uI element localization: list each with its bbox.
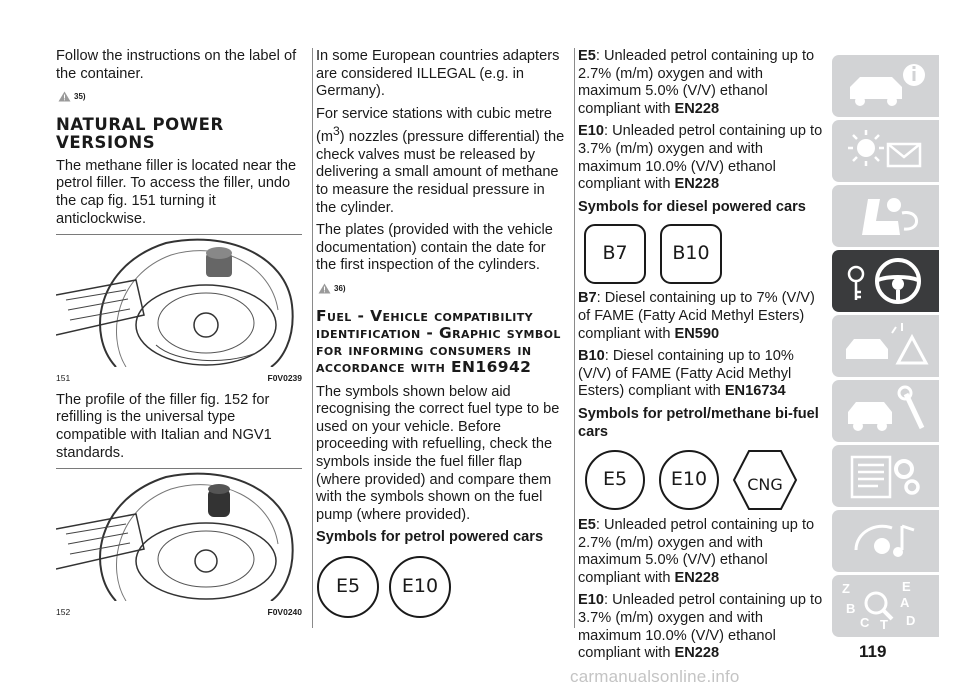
figure-caption: 151 F0V0239 [56, 373, 302, 384]
intro-text: Follow the instructions on the label of the container. [56, 48, 297, 82]
warning-triangle-icon [58, 91, 71, 102]
paragraph: The symbols shown below aid recognising the correct fuel type to be used on your vehicle. Before proceeding with refuelling, check the symbols inside the fuel filler flap (where provided) and compare them with the symbols shown on the fuel pump (where provided). [316, 383, 560, 523]
warning-reference: 35) [58, 88, 302, 106]
sidebar-item-emergency[interactable] [832, 315, 939, 377]
page-number: 119 [859, 642, 887, 661]
subheading-diesel: Symbols for diesel powered cars [578, 198, 806, 215]
sidebar-item-maintenance[interactable] [832, 380, 939, 442]
sidebar-item-safety[interactable] [832, 185, 939, 247]
warning-triangle-icon [318, 283, 331, 294]
airbag-seat-icon [832, 185, 939, 247]
methane-filler-illustration [56, 235, 302, 367]
section-heading: Fuel - Vehicle compatibility identification - Graphic symbol for informing consumers in accordance with EN16942 [316, 306, 561, 376]
car-warning-triangle-icon [832, 315, 939, 377]
sidebar-item-index[interactable]: Z E A B C T D [832, 575, 939, 637]
warning-reference: 36) [318, 280, 566, 298]
car-service-wrench-icon [832, 380, 939, 442]
car-info-icon [832, 55, 939, 117]
multimedia-music-icon [832, 510, 939, 572]
paragraph: The methane filler is located near the petrol filler. To access the filler, undo the cap fig. 151 turning it anticlockwise. [56, 157, 297, 227]
definition-b10: B10: Diesel containing up to 10% (V/V) of FAME (Fatty Acid Methyl Esters) compliant with EN16734 [578, 348, 794, 400]
definition-b7: B7: Diesel containing up to 7% (V/V) of FAME (Fatty Acid Methyl Esters) compliant with EN590 [578, 290, 815, 342]
figure-152 [56, 468, 302, 601]
warning-lights-message-icon [832, 120, 939, 182]
definition-e10: E10: Unleaded petrol containing up to 3.7% (m/m) oxygen and with maximum 10.0% (V/V) ethanol compliant with EN228 [578, 592, 823, 662]
sidebar-item-starting-driving[interactable] [832, 250, 939, 312]
column-divider [574, 48, 575, 628]
fuel-symbol-b7: B7 [584, 224, 646, 284]
fuel-symbol-b10: B10 [660, 224, 722, 284]
paragraph: For service stations with cubic metre $(m^3)$ nozzles (pressure differential) the check valves must be released by delivering a small amount of methane to measure the residual pressure in the cylinder. [316, 105, 565, 216]
column-left [56, 48, 302, 626]
definition-e5: E5: Unleaded petrol containing up to 2.7% (m/m) oxygen and with maximum 5.0% (V/V) ethanol compliant with EN228 [578, 48, 815, 117]
sidebar-item-multimedia[interactable] [832, 510, 939, 572]
column-right [578, 48, 830, 668]
technical-data-gear-icon [832, 445, 939, 507]
paragraph: The profile of the filler fig. 152 for refilling is the universal type compatible with Italian and NGV1 standards. [56, 391, 272, 461]
fuel-symbol-e5: E5 [584, 449, 646, 511]
petrol-symbols [316, 555, 566, 619]
figure-caption: 152 F0V0240 [56, 607, 302, 618]
fuel-symbol-e10: E10 [388, 555, 452, 619]
column-middle [316, 48, 566, 625]
figure-151 [56, 234, 302, 367]
definition-e10: E10: Unleaded petrol containing up to 3.7% (m/m) oxygen and with maximum 10.0% (V/V) ethanol compliant with EN228 [578, 123, 823, 193]
paragraph: In some European countries adapters are considered ILLEGAL (e.g. in Germany). [316, 48, 560, 100]
methane-filler-nozzle-illustration [56, 469, 302, 601]
paragraph: The plates (provided with the vehicle documentation) contain the date for the first inspection of the cylinders. [316, 222, 553, 274]
column-divider [312, 48, 313, 628]
sidebar-item-warning-lights[interactable] [832, 120, 939, 182]
watermark: carmanualsonline.info [570, 667, 740, 686]
fuel-symbol-e10: E10 [658, 449, 720, 511]
definition-e5: E5: Unleaded petrol containing up to 2.7% (m/m) oxygen and with maximum 5.0% (V/V) ethanol compliant with EN228 [578, 517, 815, 586]
key-steering-wheel-icon [832, 250, 939, 312]
bifuel-symbols [584, 449, 830, 511]
fuel-symbol-cng: CNG [732, 449, 798, 511]
sidebar-item-car-info[interactable] [832, 55, 939, 117]
section-heading: NATURAL POWER VERSIONS [56, 114, 224, 152]
subheading-bifuel: Symbols for petrol/methane bi-fuel cars [578, 405, 819, 440]
chapter-sidebar [832, 55, 939, 640]
subheading-petrol: Symbols for petrol powered cars [316, 529, 544, 546]
sidebar-item-technical-data[interactable] [832, 445, 939, 507]
fuel-symbol-e5: E5 [316, 555, 380, 619]
diesel-symbols [584, 224, 830, 284]
